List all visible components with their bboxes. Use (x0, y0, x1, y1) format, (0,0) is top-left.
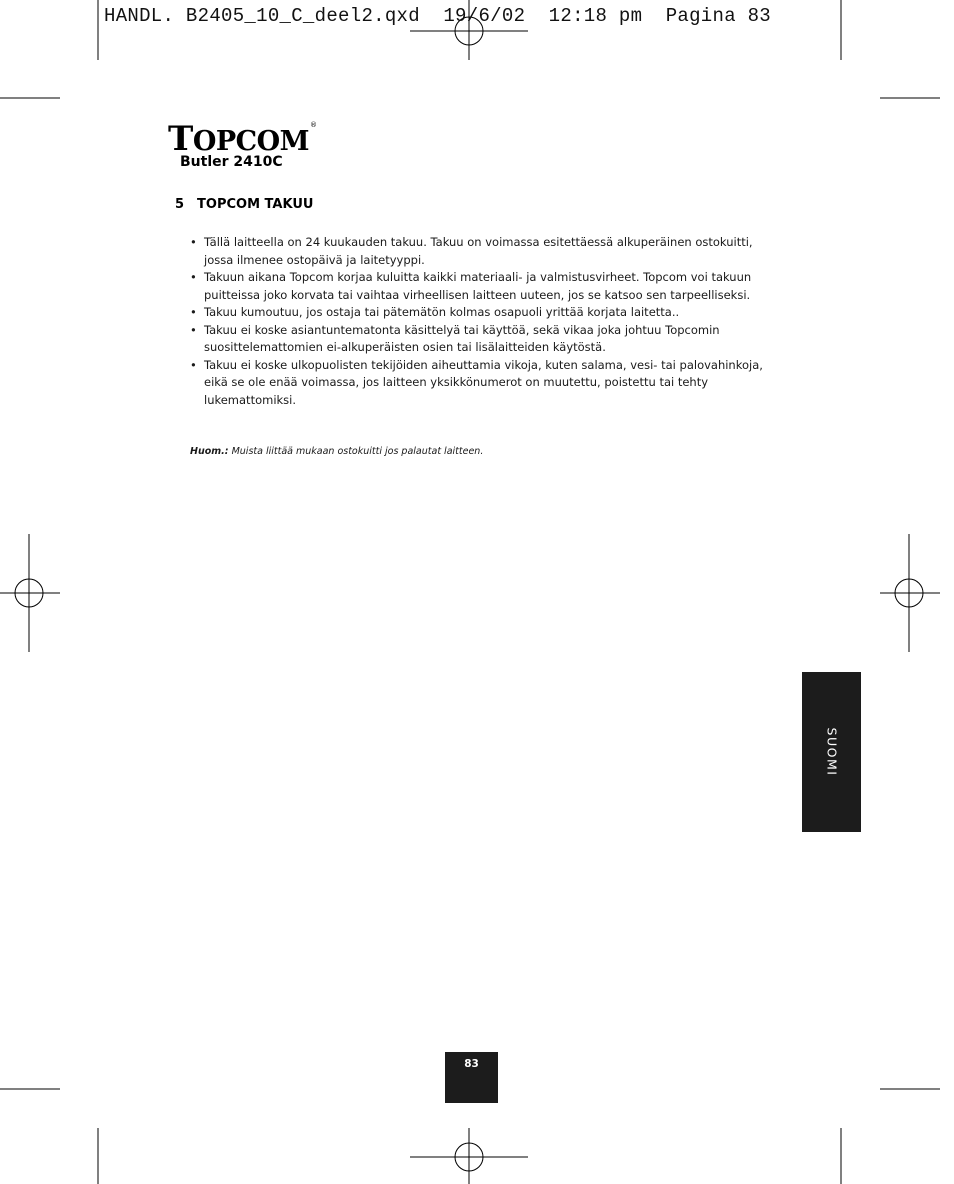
product-model: Butler 2410C (180, 154, 283, 170)
note (190, 446, 483, 457)
list-item-text: Tällä laitteella on 24 kuukauden takuu. Takuu on voimassa esitettäessä alkuperäinen ostokuitti, jossa ilmenee ostopäivä ja laitetyyppi. (204, 235, 753, 267)
list-item (190, 357, 770, 410)
topcom-logo (168, 119, 317, 159)
bullet: • (190, 322, 197, 337)
logo-rest: OPCOM (192, 126, 310, 157)
registration-mark-left (0, 534, 60, 652)
bullet: • (190, 235, 197, 249)
list-item (190, 269, 770, 304)
registration-mark-right (880, 534, 940, 652)
page-number: 83 (464, 1058, 479, 1070)
list-item-text: Takuu ei koske ulkopuolisten tekijöiden aiheuttamia vikoja, kuten salama, vesi- tai palovahinkoja, eikä se ole enää voimassa, jos laitteen yksikkönumerot on muutettu, poistettu tai tehty lukemattomiksi. (204, 357, 763, 407)
list-item (190, 304, 770, 322)
section-title: TOPCOM TAKUU (197, 197, 314, 212)
bullet: • (190, 305, 197, 319)
bullet: • (190, 270, 197, 284)
print-slug-line: HANDL. B2405_10_C_deel2.qxd 19/6/02 12:18 pm Pagina 83 (104, 5, 772, 27)
note-label: Huom.: (190, 446, 229, 457)
registered-mark: ® (310, 121, 317, 129)
list-item-text: Takuu ei koske asiantuntematonta käsittelyä tai käyttöä, sekä vikaa joka johtuu Topcomin suosittelemattomien ei-alkuperäisten osien tai lisälaitteiden käytöstä. (204, 322, 720, 354)
note-text: Muista liittää mukaan ostokuitti jos palautat laitteen. (228, 446, 484, 457)
section-number: 5 (175, 197, 185, 212)
bullet: • (190, 357, 197, 372)
language-tab-label: SUOMI (824, 727, 839, 777)
language-tab (802, 672, 861, 832)
list-item (190, 234, 770, 269)
section-heading (175, 197, 313, 212)
list-item-text: Takuu kumoutuu, jos ostaja tai pätemätön kolmas osapuoli yrittää korjata laitetta.. (204, 305, 680, 319)
logo-initial: T (168, 119, 193, 159)
list-item (190, 322, 770, 357)
page-number-box (445, 1052, 498, 1103)
list-item-text: Takuun aikana Topcom korjaa kuluitta kaikki materiaali- ja valmistusvirheet. Topcom voi takuun puitteissa joko korvata tai vaihtaa virheellisen laitteen uuteen, jos se katsoo sen tarpeelliseksi. (204, 270, 752, 302)
registration-mark-bottom (410, 1128, 528, 1184)
warranty-list (190, 234, 770, 409)
